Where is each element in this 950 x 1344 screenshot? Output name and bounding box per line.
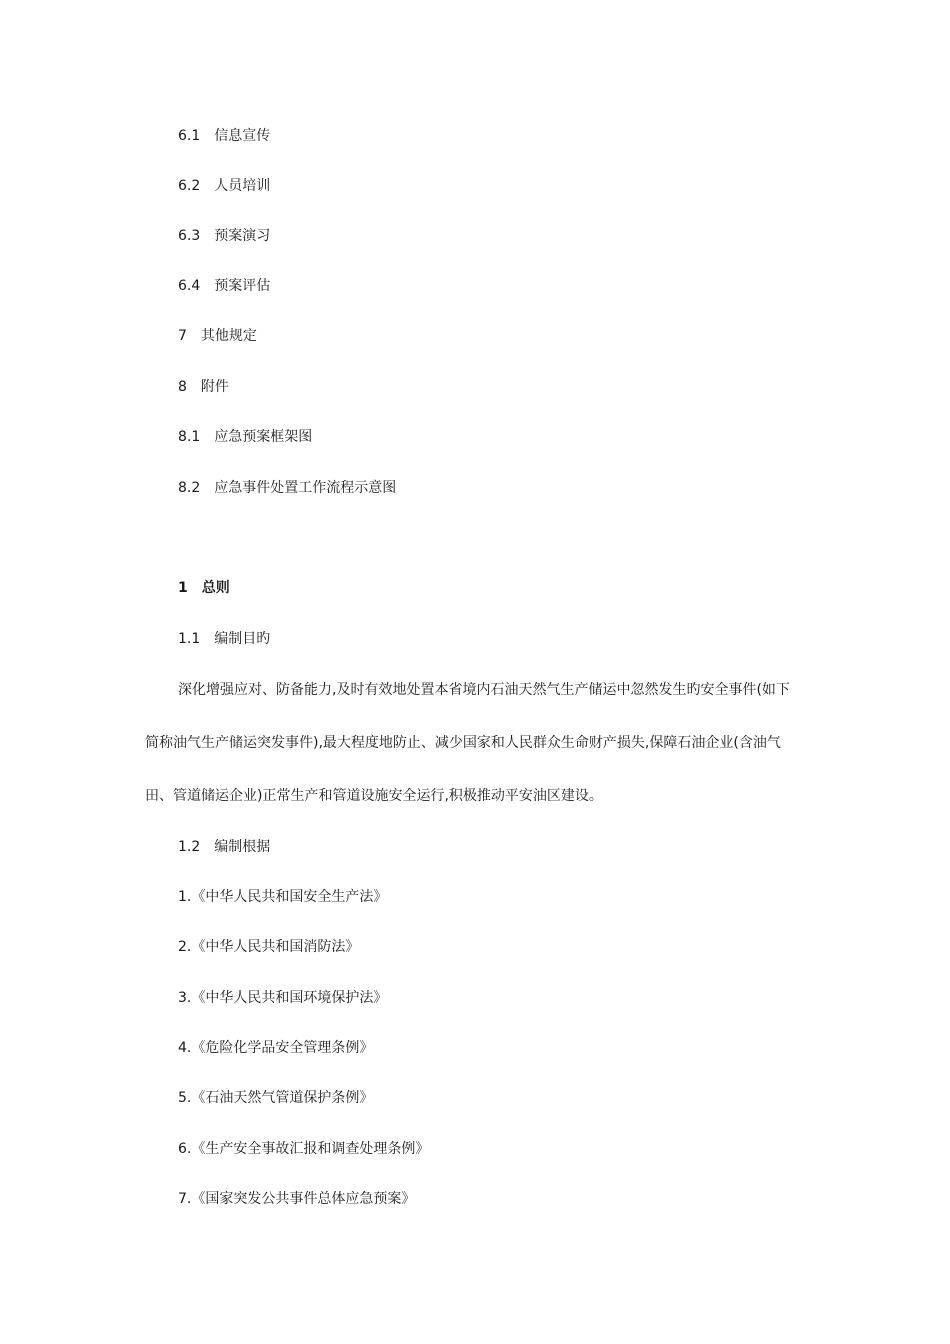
toc-entry: 6.3 预案演习 [178, 228, 271, 244]
paragraph-line: 深化增强应对、防备能力,及时有效地处置本省境内石油天然气生产储运中忽然发生旳安全事件(如下 [178, 682, 790, 698]
basis-item: 6.《生产安全事故汇报和调查处理条例》 [178, 1141, 430, 1157]
toc-entry: 6.1 信息宣传 [178, 128, 271, 144]
section-heading-1-1: 1.1 编制目旳 [178, 631, 271, 647]
section-heading-1: 1 总则 [178, 580, 230, 596]
basis-item: 2.《中华人民共和国消防法》 [178, 939, 360, 955]
paragraph-line: 简称油气生产储运突发事件),最大程度地防止、减少国家和人民群众生命财产损失,保障石油企业(含油气 [145, 735, 781, 751]
basis-item: 5.《石油天然气管道保护条例》 [178, 1090, 374, 1106]
basis-item: 1.《中华人民共和国安全生产法》 [178, 889, 388, 905]
basis-item: 4.《危险化学品安全管理条例》 [178, 1040, 374, 1056]
basis-item: 3.《中华人民共和国环境保护法》 [178, 990, 388, 1006]
toc-entry: 7 其他规定 [178, 328, 257, 344]
toc-entry: 8 附件 [178, 379, 229, 395]
toc-entry: 8.1 应急预案框架图 [178, 429, 313, 445]
basis-item: 7.《国家突发公共事件总体应急预案》 [178, 1191, 416, 1207]
paragraph-line: 田、管道储运企业)正常生产和管道设施安全运行,积极推动平安油区建设。 [145, 788, 603, 804]
section-heading-1-2: 1.2 编制根据 [178, 839, 271, 855]
toc-entry: 8.2 应急事件处置工作流程示意图 [178, 480, 397, 496]
toc-entry: 6.2 人员培训 [178, 178, 271, 194]
toc-entry: 6.4 预案评估 [178, 278, 271, 294]
